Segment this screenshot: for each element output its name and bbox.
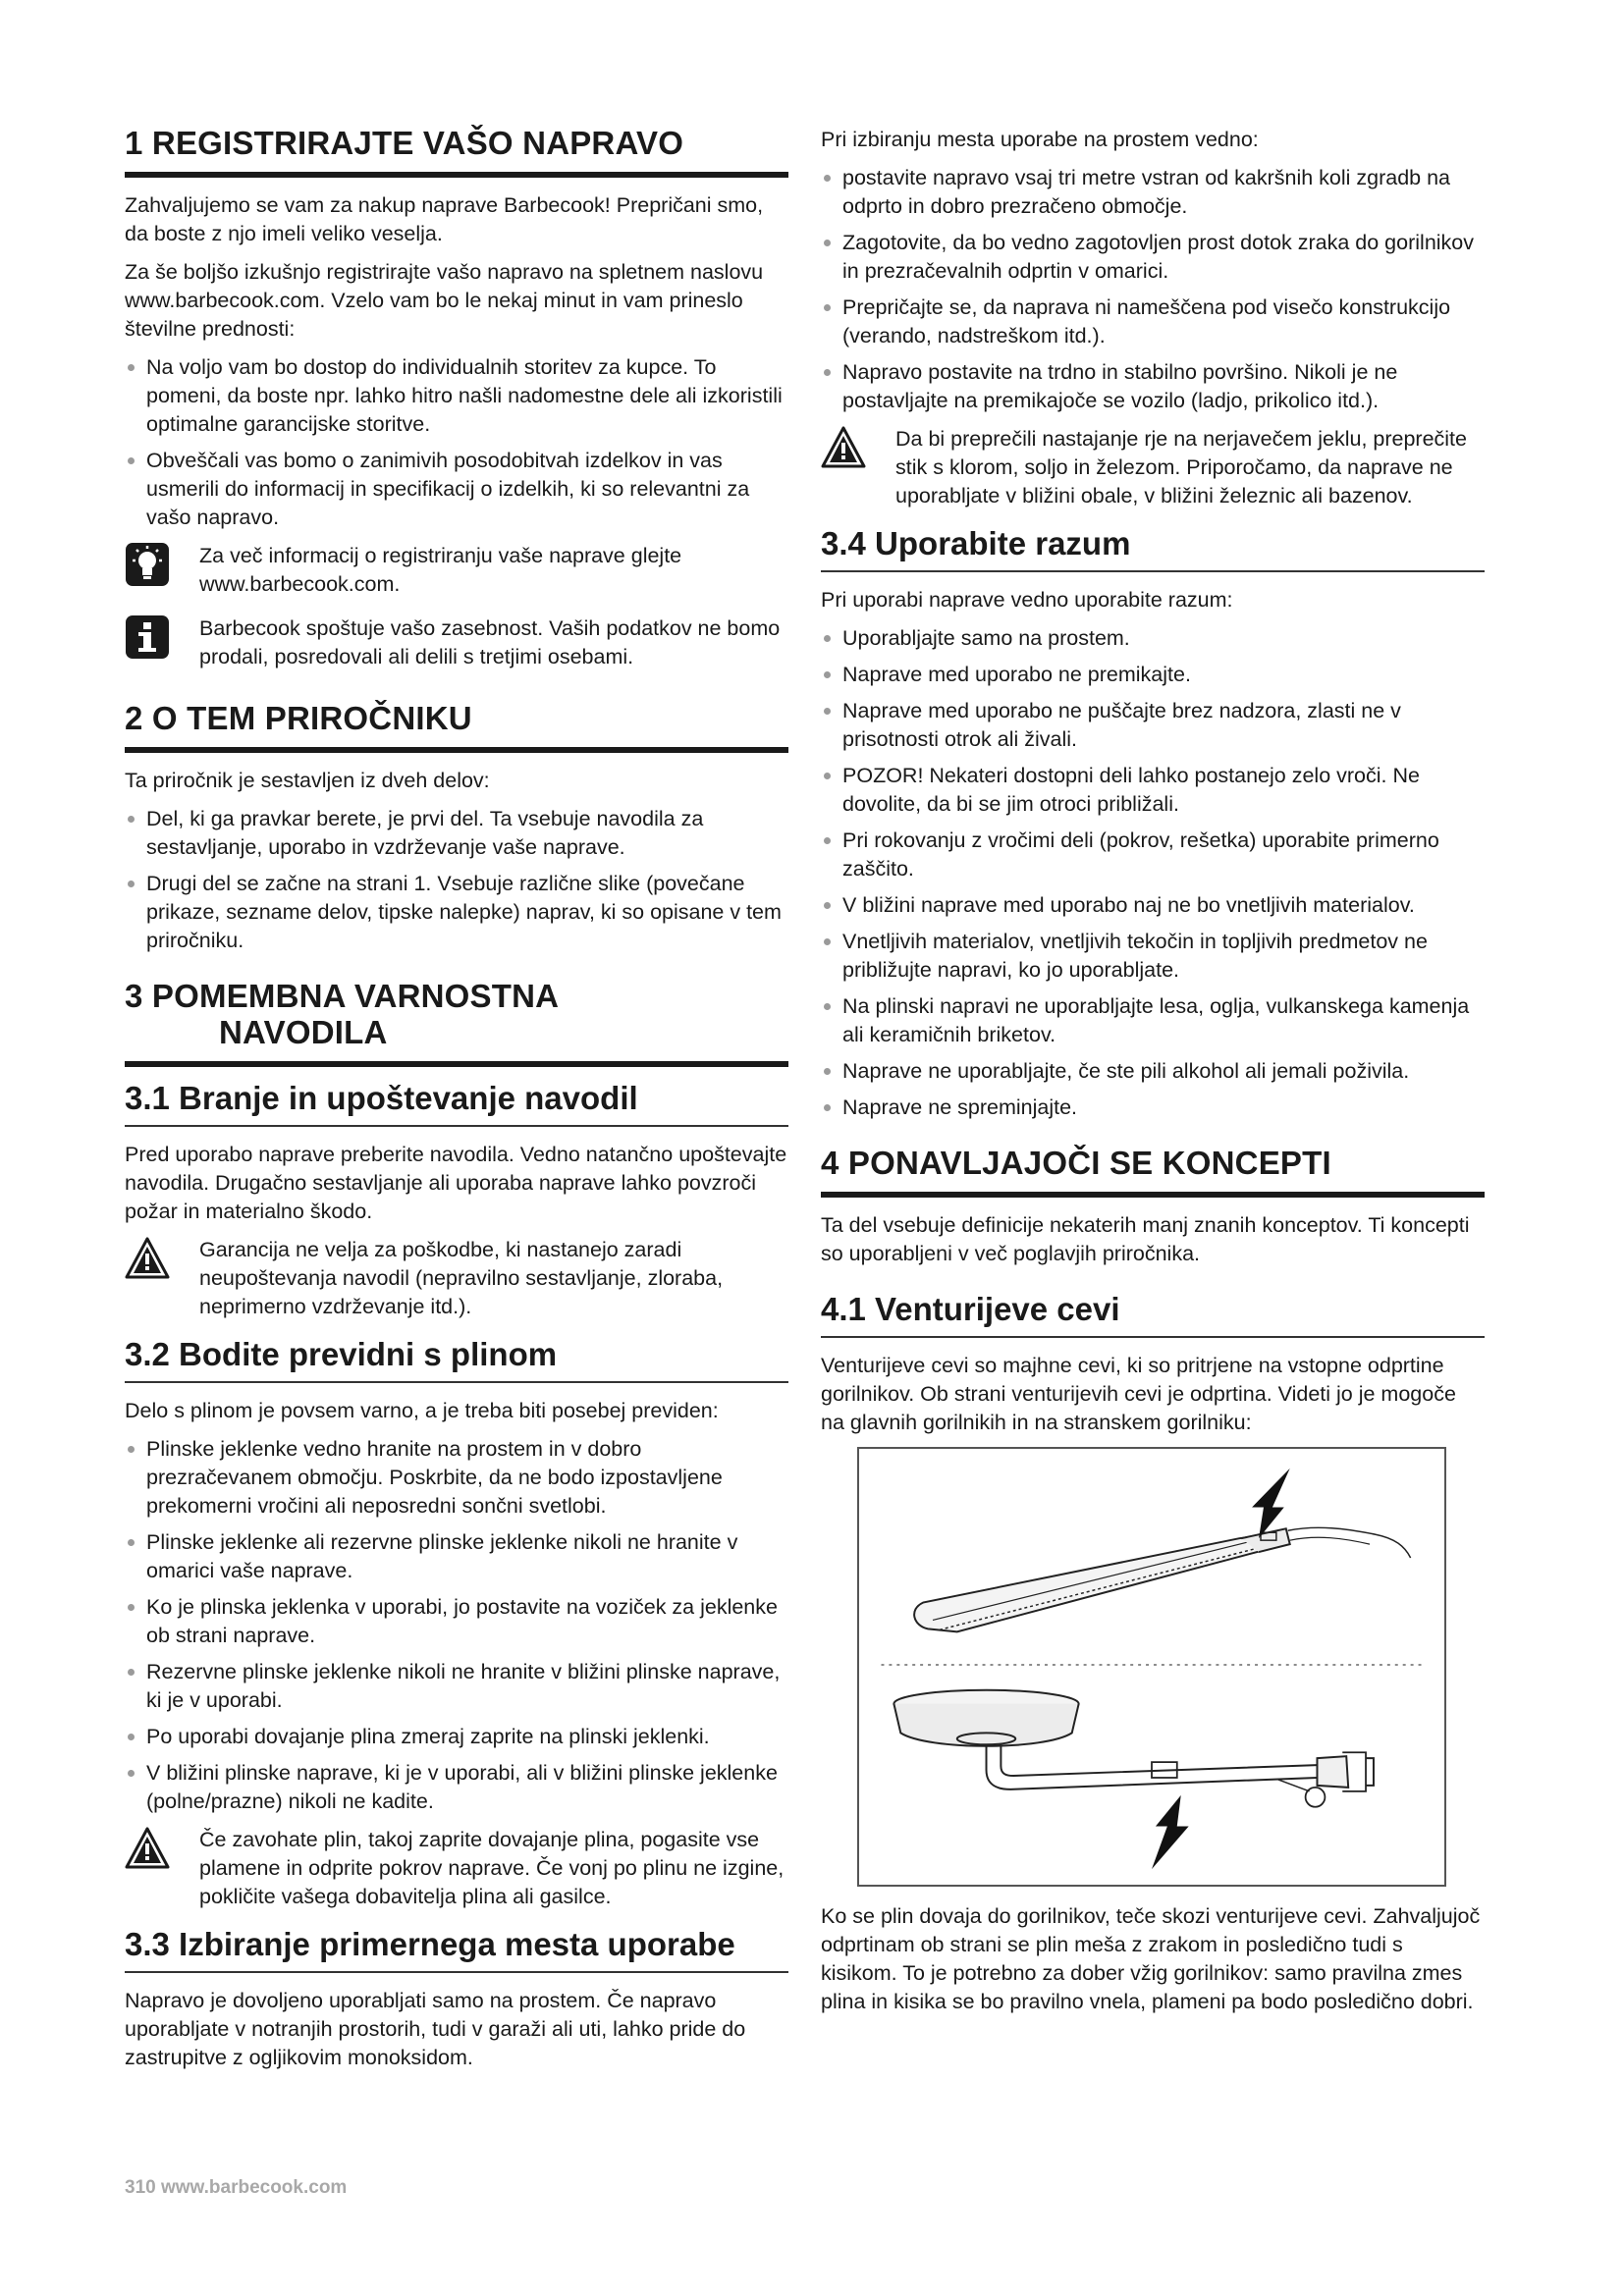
- warning-icon: [125, 1826, 170, 1871]
- list-item: Prepričajte se, da naprava ni nameščena pod visečo konstrukcijo (verando, nadstreškom itd.).: [821, 294, 1485, 350]
- side-burner-drawing: [893, 1690, 1374, 1807]
- sec31-paragraph-1: Pred uporabo naprave preberite navodila. Vedno natančno upoštevajte navodila. Drugačno sestavljanje ali uporaba naprave lahko povzroči požar in materialno škodo.: [125, 1142, 787, 1223]
- list-item: Rezervne plinske jeklenke nikoli ne hranite v bližini plinske naprave, ki je v uporabi.: [125, 1658, 788, 1715]
- section-3-heading: [125, 979, 788, 1067]
- sec33-paragraph-2: Pri izbiranju mesta uporabe na prostem vedno:: [821, 128, 1259, 151]
- sec41-paragraph-1: Venturijeve cevi so majhne cevi, ki so pritrjene na vstopne odprtine gorilnikov. Ob strani venturijevih cevi je odprtina. Videti jo je mogoče na glavnih gorilnikih in na stranskem gorilniku:: [821, 1353, 1456, 1434]
- list-item: Zagotovite, da bo vedno zagotovljen prost dotok zraka do gorilnikov in prezračevalnih odprtin v omarici.: [821, 229, 1485, 286]
- list-item: Uporabljajte samo na prostem.: [821, 624, 1485, 653]
- list-item: Naprave med uporabo ne premikajte.: [821, 661, 1485, 689]
- warning-note-text: Garancija ne velja za poškodbe, ki nastanejo zaradi neupoštevanja navodil (nepravilno sestavljanje, zloraba, neprimerno vzdrževanje itd.).: [199, 1237, 724, 1318]
- sec32-paragraph-1: Delo s plinom je povsem varno, a je treba biti posebej previden:: [125, 1398, 719, 1422]
- list-item: V bližini plinske naprave, ki je v uporabi, ali v bližini plinske jeklenke (polne/prazne) nikoli ne kadite.: [125, 1759, 788, 1816]
- sec33-bullet-list: [821, 164, 1485, 415]
- arrow-icon: [1152, 1795, 1189, 1869]
- arrow-icon: [1252, 1468, 1290, 1538]
- list-item: Plinske jeklenke ali rezervne plinske jeklenke nikoli ne hranite v omarici vaše naprave.: [125, 1528, 788, 1585]
- section-3-3-heading: 3.3 Izbiranje primernega mesta uporabe: [125, 1927, 788, 1973]
- list-item: Obveščali vas bomo o zanimivih posodobitvah izdelkov in vas usmerili do informacij in specifikacij o izdelkih, ki so relevantni za vašo napravo.: [125, 447, 788, 532]
- info-note: [125, 614, 788, 671]
- sec1-bullet-list: [125, 353, 788, 532]
- page-footer: 310 www.barbecook.com: [125, 2177, 348, 2198]
- list-item: Po uporabi dovajanje plina zmeraj zaprite na plinski jeklenki.: [125, 1723, 788, 1751]
- list-item: Pri rokovanju z vročimi deli (pokrov, rešetka) uporabite primerno zaščito.: [821, 827, 1485, 883]
- list-item: Naprave ne uporabljajte, če ste pili alkohol ali jemali poživila.: [821, 1057, 1485, 1086]
- warning-note: [125, 1236, 788, 1321]
- info-note-text: Barbecook spoštuje vašo zasebnost. Vaših podatkov ne bomo prodali, posredovali ali delili s tretjimi osebami.: [199, 615, 781, 668]
- lightbulb-icon: [125, 542, 170, 587]
- info-icon: [125, 614, 170, 660]
- section-3-1-heading: 3.1 Branje in upoštevanje navodil: [125, 1081, 788, 1127]
- sec1-paragraph-1: Zahvaljujemo se vam za nakup naprave Barbecook! Prepričani smo, da boste z njo imeli veliko veselja.: [125, 192, 764, 245]
- list-item: Del, ki ga pravkar berete, je prvi del. Ta vsebuje navodila za sestavljanje, uporabo in vzdrževanje vaše naprave.: [125, 805, 788, 862]
- section-3-2-heading: 3.2 Bodite previdni s plinom: [125, 1337, 788, 1383]
- list-item: postavite napravo vsaj tri metre vstran od kakršnih koli zgradb na odprto in dobro prezračeno območje.: [821, 164, 1485, 221]
- venturi-tube-illustration: [857, 1447, 1446, 1887]
- sec1-paragraph-2: Za še boljšo izkušnjo registrirajte vašo napravo na spletnem naslovu www.barbecook.com. Vzelo vam bo le nekaj minut in vam prineslo številne prednosti:: [125, 259, 764, 341]
- sec34-paragraph-1: Pri uporabi naprave vedno uporabite razum:: [821, 587, 1233, 612]
- warning-note-text: Da bi preprečili nastajanje rje na nerjavečem jeklu, preprečite stik s klorom, soljo in železom. Priporočamo, da naprave ne uporabljate v bližini obale, v bližini železnic ali bazenov.: [895, 427, 1467, 507]
- list-item: Naprave ne spreminjajte.: [821, 1094, 1485, 1122]
- tip-note-text: Za več informacij o registriranju vaše naprave glejte www.barbecook.com.: [199, 543, 682, 596]
- list-item: POZOR! Nekateri dostopni deli lahko postanejo zelo vroči. Ne dovolite, da bi se jim otroci približali.: [821, 762, 1485, 819]
- main-burner-drawing: [914, 1527, 1411, 1631]
- warning-icon: [125, 1236, 170, 1281]
- section-4-heading: 4 PONAVLJAJOČI SE KONCEPTI: [821, 1146, 1485, 1198]
- right-column: [821, 126, 1485, 2026]
- section-1-heading: 1 REGISTRIRAJTE VAŠO NAPRAVO: [125, 126, 788, 178]
- tip-note: [125, 542, 788, 599]
- warning-note: [821, 425, 1485, 510]
- warning-note: [125, 1826, 788, 1911]
- section-3-4-heading: 3.4 Uporabite razum: [821, 526, 1485, 572]
- left-column: [125, 126, 788, 2082]
- list-item: Napravo postavite na trdno in stabilno površino. Nikoli je ne postavljajte na premikajoče se vozilo (ladjo, prikolico itd.).: [821, 358, 1485, 415]
- sec2-paragraph-1: Ta priročnik je sestavljen iz dveh delov:: [125, 768, 490, 792]
- venturi-tube-drawing: [859, 1449, 1444, 1885]
- section-3-heading-line1: 3 POMEMBNA VARNOSTNA: [125, 977, 560, 1014]
- list-item: Na plinski napravi ne uporabljajte lesa, oglja, vulkanskega kamenja ali keramičnih briketov.: [821, 992, 1485, 1049]
- sec32-bullet-list: [125, 1435, 788, 1816]
- list-item: Drugi del se začne na strani 1. Vsebuje različne slike (povečane prikaze, sezname delov, tipske nalepke) naprav, ki so opisane v tem priročniku.: [125, 870, 788, 955]
- section-4-1-heading: 4.1 Venturijeve cevi: [821, 1292, 1485, 1338]
- warning-note-text: Če zavohate plin, takoj zaprite dovajanje plina, pogasite vse plamene in odprite pokrov naprave. Če vonj po plinu ne izgine, pokličite vašega dobavitelja plina ali gasilce.: [199, 1827, 785, 1908]
- sec34-bullet-list: [821, 624, 1485, 1122]
- list-item: Ko je plinska jeklenka v uporabi, jo postavite na voziček za jeklenke ob strani naprave.: [125, 1593, 788, 1650]
- list-item: Naprave med uporabo ne puščajte brez nadzora, zlasti ne v prisotnosti otrok ali živali.: [821, 697, 1485, 754]
- warning-icon: [821, 425, 866, 470]
- section-3-heading-line2: NAVODILA: [219, 1013, 388, 1050]
- sec33-paragraph-1: Napravo je dovoljeno uporabljati samo na prostem. Če napravo uporabljate v notranjih prostorih, tudi v garaži ali uti, lahko pride do zastrupitve z ogljikovim monoksidom.: [125, 1988, 746, 2069]
- list-item: Na voljo vam bo dostop do individualnih storitev za kupce. To pomeni, da boste npr. lahko hitro našli nadomestne dele ali izkoristili optimalne garancijske storitve.: [125, 353, 788, 439]
- section-2-heading: 2 O TEM PRIROČNIKU: [125, 701, 788, 753]
- sec41-paragraph-2: Ko se plin dovaja do gorilnikov, teče skozi venturijeve cevi. Zahvaljujoč odprtinam ob strani se plin meša z zrakom in posledično tudi s kisikom. To je potrebno za dober vžig gorilnikov: samo pravilna zmes plina in kisika se bo pravilno vnela, plameni pa bodo posledično dobri.: [821, 1903, 1481, 2013]
- list-item: Plinske jeklenke vedno hranite na prostem in v dobro prezračevanem območju. Poskrbite, da ne bodo izpostavljene prekomerni vročini ali neposredni sončni svetlobi.: [125, 1435, 788, 1521]
- sec4-paragraph-1: Ta del vsebuje definicije nekaterih manj znanih konceptov. Ti koncepti so uporabljeni v več poglavjih priročnika.: [821, 1212, 1470, 1265]
- list-item: V bližini naprave med uporabo naj ne bo vnetljivih materialov.: [821, 891, 1485, 920]
- sec2-bullet-list: [125, 805, 788, 955]
- list-item: Vnetljivih materialov, vnetljivih tekočin in topljivih predmetov ne približujte napravi, ko jo uporabljate.: [821, 928, 1485, 985]
